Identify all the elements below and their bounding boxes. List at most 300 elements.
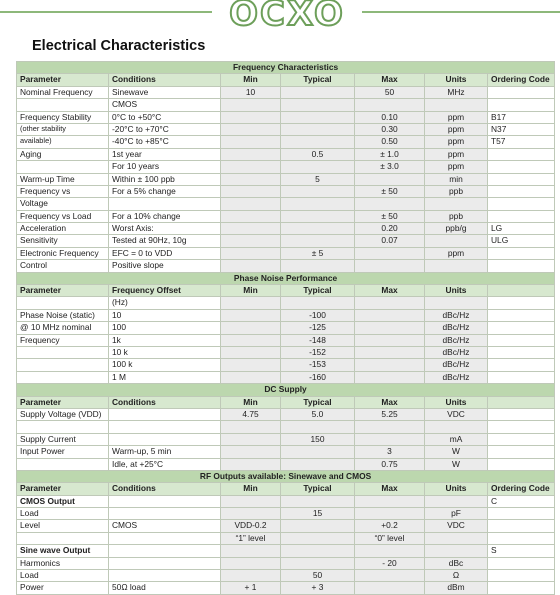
cell-max [355,334,425,346]
cell-ordering-code [488,210,555,222]
cell-conditions: 100 k [109,359,221,371]
table-row [17,359,555,371]
table-row [17,346,555,358]
cell-conditions: 10 k [109,346,221,358]
cell-conditions: Within ± 100 ppb [109,173,221,185]
cell-ordering-code [488,322,555,334]
cell-typical [281,198,355,210]
cell-typical [281,458,355,470]
column-header-units: Units [425,396,488,408]
cell-ordering-code [488,346,555,358]
cell-min [221,247,281,259]
cell-parameter: Acceleration [17,223,109,235]
cell-ordering-code [488,421,555,433]
cell-typical: + 3 [281,582,355,594]
cell-max [355,297,425,309]
cell-conditions: For a 10% change [109,210,221,222]
cell-max: - 20 [355,557,425,569]
cell-conditions: EFC = 0 to VDD [109,247,221,259]
cell-parameter: Supply Current [17,433,109,445]
table-row [17,520,555,532]
cell-parameter [17,532,109,544]
cell-typical [281,532,355,544]
cell-units [425,532,488,544]
cell-ordering-code [488,99,555,111]
cell-units [425,235,488,247]
cell-min [221,297,281,309]
column-header-min: Min [221,74,281,86]
cell-parameter: Electronic Frequency [17,247,109,259]
cell-min [221,371,281,383]
cell-ordering-code [488,185,555,197]
cell-units: MHz [425,86,488,98]
cell-parameter: Harmonics [17,557,109,569]
cell-max [355,198,425,210]
cell-parameter: Load [17,570,109,582]
cell-max [355,322,425,334]
cell-parameter: Sensitivity [17,235,109,247]
table-row [17,582,555,594]
cell-units: pF [425,508,488,520]
logo-banner [0,0,560,32]
cell-max: 50 [355,86,425,98]
column-header-typical: Typical [281,396,355,408]
cell-ordering-code [488,359,555,371]
cell-max: +0.2 [355,520,425,532]
column-header-units: Units [425,285,488,297]
table-row [17,247,555,259]
cell-typical [281,557,355,569]
cell-ordering-code [488,309,555,321]
cell-units [425,198,488,210]
cell-ordering-code [488,334,555,346]
cell-min [221,148,281,160]
cell-units: dBc/Hz [425,309,488,321]
cell-typical: -152 [281,346,355,358]
cell-ordering-code [488,148,555,160]
column-header-typical: Typical [281,483,355,495]
cell-parameter: Control [17,260,109,272]
cell-conditions: 0°C to +50°C [109,111,221,123]
cell-typical [281,421,355,433]
column-header-conditions: Conditions [109,396,221,408]
logo-rule-left [0,11,212,13]
table-row [17,309,555,321]
cell-max [355,582,425,594]
cell-conditions: -20°C to +70°C [109,123,221,135]
cell-parameter: (other stability [17,123,109,135]
cell-parameter: @ 10 MHz nominal [17,322,109,334]
cell-conditions [109,198,221,210]
cell-parameter: Nominal Frequency [17,86,109,98]
cell-units [425,260,488,272]
cell-min [221,210,281,222]
cell-max [355,99,425,111]
cell-parameter: CMOS Output [17,495,109,507]
cell-typical: -100 [281,309,355,321]
table-row [17,297,555,309]
cell-conditions: Idle, at +25°C [109,458,221,470]
cell-min [221,545,281,557]
cell-typical [281,223,355,235]
cell-min [221,458,281,470]
cell-ordering-code [488,520,555,532]
cell-ordering-code [488,458,555,470]
cell-typical [281,235,355,247]
cell-conditions: Sinewave [109,86,221,98]
table-row [17,99,555,111]
cell-max [355,260,425,272]
column-header-conditions: Conditions [109,74,221,86]
section-title: Frequency Characteristics [17,62,555,74]
cell-ordering-code [488,371,555,383]
cell-conditions [109,421,221,433]
cell-max: “0” level [355,532,425,544]
table-row [17,557,555,569]
cell-min [221,161,281,173]
table-row [17,148,555,160]
cell-min [221,346,281,358]
cell-min [221,446,281,458]
cell-typical [281,161,355,173]
cell-parameter [17,421,109,433]
cell-parameter: Sine wave Output [17,545,109,557]
section-header-row [17,470,555,482]
cell-ordering-code: C [488,495,555,507]
column-header-ordering-code [488,396,555,408]
table-row [17,161,555,173]
cell-conditions: Worst Axis: [109,223,221,235]
cell-units: dBc/Hz [425,322,488,334]
cell-max [355,346,425,358]
cell-conditions: 1 M [109,371,221,383]
cell-units: dBc/Hz [425,359,488,371]
cell-conditions [109,495,221,507]
cell-typical: 15 [281,508,355,520]
table-row [17,123,555,135]
cell-ordering-code [488,532,555,544]
cell-ordering-code [488,161,555,173]
cell-units: W [425,446,488,458]
column-header-ordering-code [488,285,555,297]
cell-typical: 50 [281,570,355,582]
cell-units: W [425,458,488,470]
cell-max: 0.20 [355,223,425,235]
cell-ordering-code [488,86,555,98]
cell-min [221,334,281,346]
cell-parameter: Power [17,582,109,594]
cell-typical [281,545,355,557]
column-header-min: Min [221,483,281,495]
column-header-min: Min [221,285,281,297]
cell-units [425,421,488,433]
cell-units: ppb [425,185,488,197]
cell-typical [281,99,355,111]
column-header-parameter: Parameter [17,483,109,495]
cell-parameter: Load [17,508,109,520]
cell-ordering-code: S [488,545,555,557]
electrical-characteristics-table [16,61,555,595]
column-header-parameter: Parameter [17,285,109,297]
cell-parameter [17,297,109,309]
cell-max: ± 1.0 [355,148,425,160]
table-row [17,223,555,235]
cell-max [355,371,425,383]
cell-parameter [17,359,109,371]
table-row [17,111,555,123]
cell-conditions: CMOS [109,520,221,532]
cell-conditions [109,508,221,520]
column-header-ordering-code: Ordering Code [488,483,555,495]
cell-typical [281,123,355,135]
cell-units [425,495,488,507]
cell-max [355,545,425,557]
cell-typical [281,520,355,532]
cell-ordering-code: B17 [488,111,555,123]
cell-max [355,508,425,520]
table-row [17,185,555,197]
cell-min: VDD-0.2 [221,520,281,532]
cell-ordering-code [488,508,555,520]
cell-conditions: 100 [109,322,221,334]
cell-parameter: Frequency vs Load [17,210,109,222]
cell-parameter: Phase Noise (static) [17,309,109,321]
cell-min [221,223,281,235]
table-row [17,173,555,185]
section-title: Phase Noise Performance [17,272,555,284]
column-header-typical: Typical [281,285,355,297]
ocxo-logo: OCXO [229,0,345,34]
column-header-row [17,74,555,86]
table-row [17,433,555,445]
table-row [17,198,555,210]
table-row [17,570,555,582]
cell-max: 0.10 [355,111,425,123]
cell-ordering-code [488,557,555,569]
cell-ordering-code: N37 [488,123,555,135]
column-header-row [17,396,555,408]
cell-units: dBc/Hz [425,371,488,383]
cell-max: 0.07 [355,235,425,247]
column-header-ordering-code: Ordering Code [488,74,555,86]
cell-typical [281,495,355,507]
cell-conditions: 1k [109,334,221,346]
cell-min: 4.75 [221,408,281,420]
cell-min [221,235,281,247]
cell-conditions: 50Ω load [109,582,221,594]
cell-units: dBm [425,582,488,594]
cell-conditions: (Hz) [109,297,221,309]
cell-units: VDC [425,408,488,420]
cell-typical: 5 [281,173,355,185]
cell-ordering-code [488,582,555,594]
cell-min: “1” level [221,532,281,544]
cell-conditions: For 10 years [109,161,221,173]
column-header-max: Max [355,483,425,495]
cell-conditions: CMOS [109,99,221,111]
cell-conditions [109,408,221,420]
cell-max: 3 [355,446,425,458]
column-header-typical: Typical [281,74,355,86]
cell-conditions: For a 5% change [109,185,221,197]
cell-min [221,136,281,148]
cell-max: 0.75 [355,458,425,470]
cell-min [221,198,281,210]
cell-units: dBc [425,557,488,569]
column-header-row [17,483,555,495]
column-header-row [17,285,555,297]
cell-ordering-code [488,570,555,582]
cell-max [355,173,425,185]
logo-rule-right [362,11,560,13]
cell-units: min [425,173,488,185]
cell-conditions [109,557,221,569]
cell-parameter: Frequency [17,334,109,346]
table-row [17,334,555,346]
cell-units: Ω [425,570,488,582]
cell-typical: -160 [281,371,355,383]
table-row [17,446,555,458]
cell-conditions: 10 [109,309,221,321]
cell-min [221,421,281,433]
cell-parameter [17,458,109,470]
table-row [17,136,555,148]
cell-ordering-code: T57 [488,136,555,148]
column-header-max: Max [355,396,425,408]
table-row [17,532,555,544]
table-row [17,86,555,98]
cell-parameter: Warm-up Time [17,173,109,185]
cell-units: VDC [425,520,488,532]
cell-max [355,247,425,259]
cell-conditions: Warm-up, 5 min [109,446,221,458]
cell-max: 0.30 [355,123,425,135]
cell-ordering-code [488,260,555,272]
cell-typical: 150 [281,433,355,445]
column-header-conditions: Frequency Offset [109,285,221,297]
cell-min [221,260,281,272]
column-header-max: Max [355,285,425,297]
cell-min: + 1 [221,582,281,594]
cell-max [355,421,425,433]
cell-min [221,322,281,334]
table-row [17,495,555,507]
cell-units: ppm [425,111,488,123]
section-title: RF Outputs available: Sinewave and CMOS [17,470,555,482]
cell-ordering-code: LG [488,223,555,235]
cell-min [221,99,281,111]
cell-typical: 5.0 [281,408,355,420]
cell-units: ppb [425,210,488,222]
section-header-row [17,62,555,74]
cell-typical [281,297,355,309]
cell-min [221,570,281,582]
cell-typical: -148 [281,334,355,346]
table-row [17,260,555,272]
table-row [17,210,555,222]
cell-parameter: available) [17,136,109,148]
cell-units: ppm [425,136,488,148]
cell-conditions [109,433,221,445]
cell-conditions [109,532,221,544]
column-header-units: Units [425,483,488,495]
cell-units: ppm [425,148,488,160]
column-header-parameter: Parameter [17,74,109,86]
cell-units: dBc/Hz [425,346,488,358]
table-row [17,371,555,383]
cell-conditions: Tested at 90Hz, 10g [109,235,221,247]
cell-min [221,495,281,507]
cell-min [221,433,281,445]
table-row [17,508,555,520]
cell-conditions [109,545,221,557]
cell-min [221,123,281,135]
cell-typical: -125 [281,322,355,334]
cell-parameter: Input Power [17,446,109,458]
cell-parameter: Frequency vs [17,185,109,197]
table-row [17,545,555,557]
cell-min [221,309,281,321]
cell-units: ppm [425,123,488,135]
cell-typical [281,446,355,458]
cell-parameter [17,371,109,383]
cell-units: dBc/Hz [425,334,488,346]
table-row [17,458,555,470]
cell-conditions: -40°C to +85°C [109,136,221,148]
table-row [17,322,555,334]
cell-min [221,557,281,569]
cell-ordering-code [488,173,555,185]
cell-units [425,545,488,557]
column-header-conditions: Conditions [109,483,221,495]
cell-min [221,185,281,197]
cell-max: ± 3.0 [355,161,425,173]
page-title: Electrical Characteristics [32,38,206,54]
cell-max [355,309,425,321]
column-header-min: Min [221,396,281,408]
cell-typical: 0.5 [281,148,355,160]
cell-parameter: Voltage [17,198,109,210]
cell-parameter: Supply Voltage (VDD) [17,408,109,420]
cell-max [355,433,425,445]
cell-typical [281,185,355,197]
cell-units [425,99,488,111]
cell-units: ppm [425,247,488,259]
column-header-units: Units [425,74,488,86]
cell-max: 5.25 [355,408,425,420]
cell-typical [281,86,355,98]
cell-units [425,297,488,309]
column-header-max: Max [355,74,425,86]
cell-ordering-code [488,446,555,458]
cell-conditions: 1st year [109,148,221,160]
cell-ordering-code [488,433,555,445]
cell-units: ppm [425,161,488,173]
cell-conditions: Positive slope [109,260,221,272]
column-header-parameter: Parameter [17,396,109,408]
cell-conditions [109,570,221,582]
cell-units: mA [425,433,488,445]
cell-min [221,111,281,123]
section-title: DC Supply [17,384,555,396]
cell-ordering-code [488,247,555,259]
cell-typical: -153 [281,359,355,371]
table-row [17,235,555,247]
section-header-row [17,384,555,396]
cell-ordering-code [488,297,555,309]
cell-max [355,570,425,582]
cell-typical [281,260,355,272]
